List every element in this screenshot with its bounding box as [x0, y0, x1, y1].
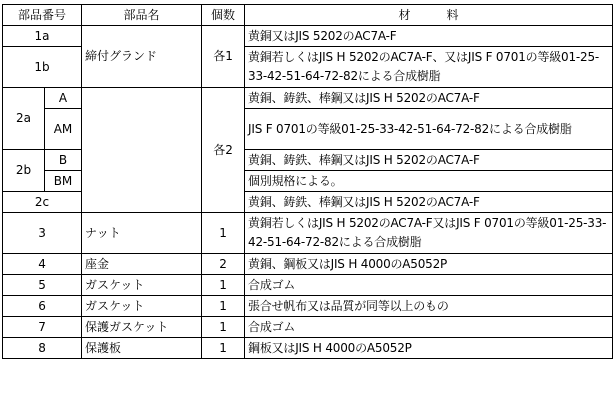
parts-material-table [2, 4, 613, 359]
table-row [3, 338, 613, 359]
part-number-4: 4 [3, 254, 82, 275]
quantity-5: 1 [202, 275, 245, 296]
part-number-6: 6 [3, 296, 82, 317]
material-3: 黄銅若しくはJIS H 5202のAC7A-F又はJIS F 0701の等級01-25-33-42-51-64-72-82による合成樹脂 [245, 213, 613, 254]
part-number-5: 5 [3, 275, 82, 296]
part-name-gland: 締付グランド [82, 26, 202, 88]
part-name-protective-plate: 保護板 [82, 338, 202, 359]
part-name-washer: 座金 [82, 254, 202, 275]
material-2a-AM: JIS F 0701の等級01-25-33-42-51-64-72-82による合成樹脂 [245, 109, 613, 150]
part-name-nut: ナット [82, 213, 202, 254]
part-number-1a: 1a [3, 26, 82, 47]
material-2a-A: 黄銅、鋳鉄、棒鋼又はJIS H 5202のAC7A-F [245, 88, 613, 109]
quantity-3: 1 [202, 213, 245, 254]
material-2b-BM: 個別規格による。 [245, 171, 613, 192]
material-8: 鋼板又はJIS H 4000のA5052P [245, 338, 613, 359]
quantity-4: 2 [202, 254, 245, 275]
part-number-2c: 2c [3, 192, 82, 213]
sub-number-AM: AM [45, 109, 82, 150]
table-row [3, 254, 613, 275]
quantity-6: 1 [202, 296, 245, 317]
material-4: 黄銅、鋼板又はJIS H 4000のA5052P [245, 254, 613, 275]
table-row [3, 296, 613, 317]
parts-table-container [2, 4, 613, 359]
header-part-number: 部品番号 [3, 5, 82, 26]
part-number-7: 7 [3, 317, 82, 338]
quantity-7: 1 [202, 317, 245, 338]
material-5: 合成ゴム [245, 275, 613, 296]
part-number-2b: 2b [3, 150, 45, 192]
part-number-8: 8 [3, 338, 82, 359]
table-header-row [3, 5, 613, 26]
sub-number-BM: BM [45, 171, 82, 192]
part-number-3: 3 [3, 213, 82, 254]
sub-number-B: B [45, 150, 82, 171]
material-1b: 黄銅若しくはJIS H 5202のAC7A-F、又はJIS F 0701の等級01-25-33-42-51-64-72-82による合成樹脂 [245, 47, 613, 88]
quantity-group-1: 各1 [202, 26, 245, 88]
table-row [3, 88, 613, 109]
table-row [3, 275, 613, 296]
header-part-name: 部品名 [82, 5, 202, 26]
quantity-group-2: 各2 [202, 88, 245, 213]
material-1a: 黄銅又はJIS 5202のAC7A-F [245, 26, 613, 47]
table-row [3, 213, 613, 254]
table-row [3, 317, 613, 338]
table-row [3, 26, 613, 47]
part-name-gasket-6: ガスケット [82, 296, 202, 317]
material-2c: 黄銅、鋳鉄、棒鋼又はJIS H 5202のAC7A-F [245, 192, 613, 213]
material-2b-B: 黄銅、鋳鉄、棒鋼又はJIS H 5202のAC7A-F [245, 150, 613, 171]
part-name-protective-gasket: 保護ガスケット [82, 317, 202, 338]
material-6: 張合せ帆布又は品質が同等以上のもの [245, 296, 613, 317]
sub-number-A: A [45, 88, 82, 109]
part-number-1b: 1b [3, 47, 82, 88]
quantity-8: 1 [202, 338, 245, 359]
header-material: 材 料 [245, 5, 613, 26]
material-7: 合成ゴム [245, 317, 613, 338]
header-quantity: 個数 [202, 5, 245, 26]
part-name-gasket-5: ガスケット [82, 275, 202, 296]
part-number-2a: 2a [3, 88, 45, 150]
part-name-empty [82, 88, 202, 213]
